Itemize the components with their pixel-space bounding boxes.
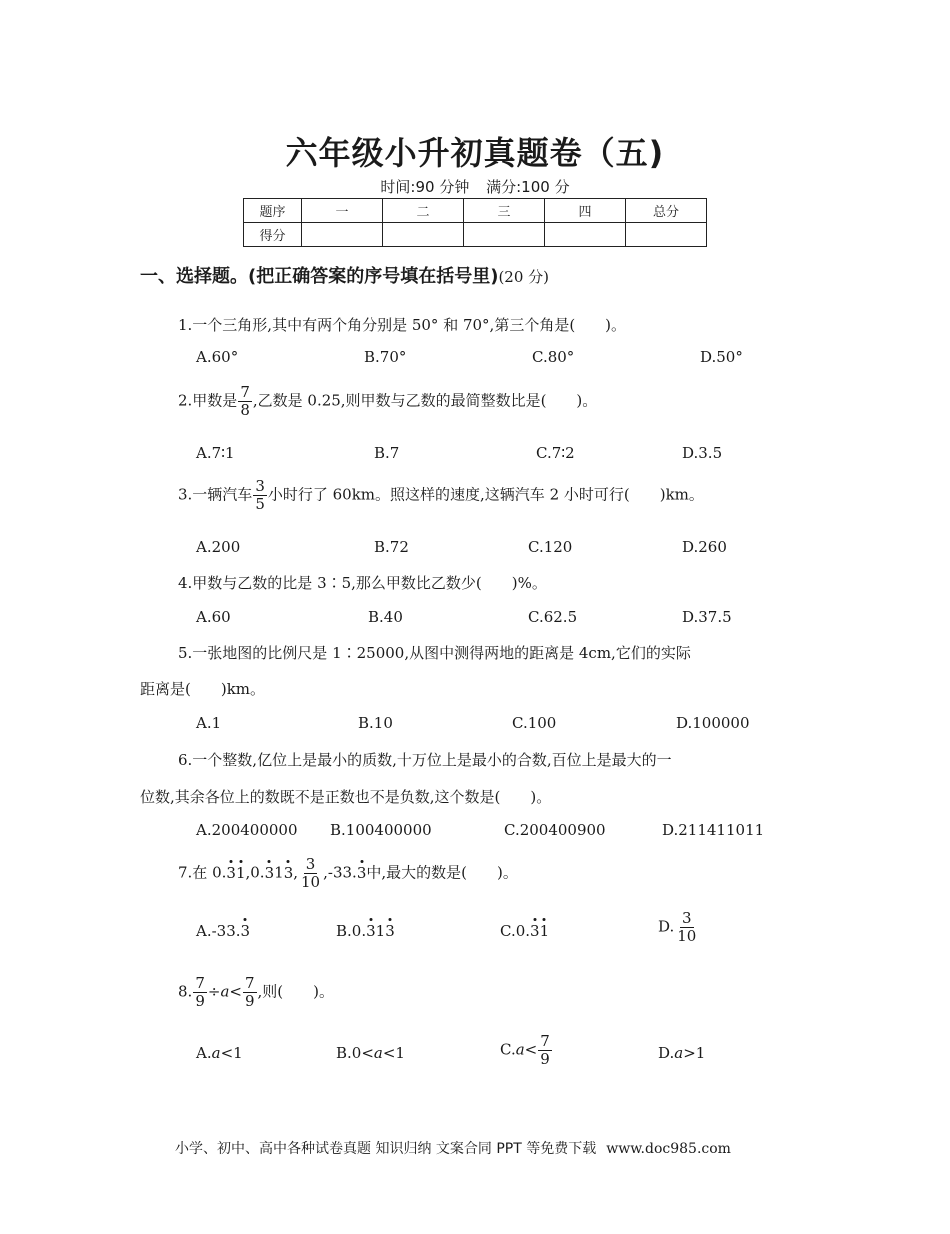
- option: A.1: [196, 714, 222, 732]
- score-input-cell: [383, 223, 464, 247]
- question-6-cont: 位数,其余各位上的数既不是正数也不是负数,这个数是( )。: [140, 788, 552, 806]
- option: C.100: [512, 714, 557, 732]
- option-text: D.: [658, 1044, 675, 1062]
- numerator: 7: [244, 974, 255, 992]
- digit: 1: [375, 922, 386, 940]
- option: B.40: [368, 608, 403, 626]
- question-text: 2.甲数是: [178, 391, 238, 410]
- question-8: [178, 975, 334, 1010]
- variable: a: [515, 1040, 525, 1059]
- score-table-score-row: [244, 223, 707, 247]
- score-table-header-row: [244, 199, 707, 223]
- footer-link[interactable]: www.doc985.com: [606, 1141, 731, 1157]
- option: [336, 922, 395, 940]
- fraction: [253, 478, 267, 513]
- denominator: 10: [301, 873, 321, 891]
- repeating-digit: 3: [226, 863, 236, 882]
- section-points: (20 分): [498, 268, 550, 286]
- numerator: 3: [682, 909, 692, 927]
- question-text: 中,最大的数是( )。: [366, 863, 518, 882]
- denominator: 9: [244, 992, 255, 1010]
- denominator: 8: [240, 401, 250, 419]
- fraction: [243, 975, 257, 1010]
- fraction: [675, 910, 698, 945]
- option: B.7: [374, 444, 400, 462]
- operator: <: [229, 982, 242, 1001]
- option: [196, 922, 250, 940]
- option: [658, 910, 699, 945]
- option-text: <1: [382, 1044, 405, 1062]
- option: D.37.5: [682, 608, 732, 626]
- question-5: 5.一张地图的比例尺是 1∶25000,从图中测得两地的距离是 4cm,它们的实际: [178, 644, 691, 662]
- score-input-cell: [545, 223, 626, 247]
- footer-text: 小学、初中、高中各种试卷真题 知识归纳 文案合同 PPT 等免费下载: [175, 1141, 597, 1157]
- option: D.50°: [700, 348, 743, 366]
- option-text: <1: [220, 1044, 243, 1062]
- fraction: [193, 975, 207, 1010]
- denominator: 10: [677, 927, 697, 945]
- denominator: 9: [540, 1050, 550, 1068]
- question-text: 7.在 0.: [178, 863, 227, 882]
- repeating-digit: 3: [385, 922, 395, 940]
- question-text: ,则( )。: [257, 982, 334, 1001]
- score-cell: 四: [545, 199, 626, 223]
- numerator: 7: [540, 1032, 550, 1050]
- denominator: 9: [195, 992, 205, 1010]
- numerator: 3: [255, 477, 265, 495]
- option: C.80°: [532, 348, 575, 366]
- option: [196, 1044, 243, 1062]
- fraction: [538, 1033, 552, 1068]
- score-cell: 得分: [244, 223, 302, 247]
- option: B.72: [374, 538, 409, 556]
- question-text: ,-33.: [323, 863, 357, 882]
- page-footer: [175, 1138, 731, 1158]
- repeating-digit: 3: [356, 863, 367, 882]
- option: B.70°: [364, 348, 407, 366]
- exam-full-score: 满分:100 分: [486, 178, 570, 196]
- question-6: 6.一个整数,亿位上是最小的质数,十万位上是最小的合数,百位上是最大的一: [178, 751, 672, 769]
- option: A.200400000: [196, 821, 298, 839]
- option: D.100000: [676, 714, 750, 732]
- repeating-digit: 3: [264, 863, 275, 882]
- option: B.10: [358, 714, 393, 732]
- option-text: C.: [500, 1040, 516, 1059]
- repeating-digit: 3: [240, 922, 251, 940]
- option: C.62.5: [528, 608, 578, 626]
- numerator: 3: [305, 855, 316, 873]
- option: B.100400000: [330, 821, 432, 839]
- repeating-digit: 1: [539, 922, 550, 940]
- option: C.120: [528, 538, 573, 556]
- question-1: 1.一个三角形,其中有两个角分别是 50° 和 70°,第三个角是( )。: [178, 316, 627, 334]
- question-text: 小时行了 60km。照这样的速度,这辆汽车 2 小时可行( )km。: [267, 485, 704, 504]
- exam-info: [0, 176, 950, 197]
- question-text: ,: [293, 863, 299, 882]
- option: [500, 1033, 553, 1068]
- option-text: D.: [658, 917, 675, 936]
- option: A.7∶1: [196, 444, 235, 462]
- option: A.200: [196, 538, 241, 556]
- digit: 1: [274, 863, 284, 882]
- score-cell: 题序: [244, 199, 302, 223]
- variable: a: [211, 1044, 221, 1062]
- section-heading: [140, 262, 549, 288]
- score-cell: 二: [383, 199, 464, 223]
- variable: a: [674, 1044, 684, 1062]
- option-text: >1: [683, 1044, 706, 1062]
- score-cell: 一: [302, 199, 383, 223]
- repeating-digit: 3: [530, 922, 540, 940]
- operator: ÷: [207, 982, 221, 1001]
- option: A.60°: [196, 348, 239, 366]
- section-title: 一、选择题。(把正确答案的序号填在括号里): [140, 266, 499, 287]
- repeating-digit: 3: [366, 922, 376, 940]
- question-text: 3.一辆汽车: [178, 485, 253, 504]
- question-text: 8.: [178, 982, 193, 1001]
- option: C.200400900: [504, 821, 606, 839]
- option-text: B.0<: [336, 1044, 374, 1062]
- fraction: [299, 856, 322, 891]
- score-input-cell: [626, 223, 707, 247]
- repeating-digit: 3: [283, 863, 294, 882]
- score-input-cell: [302, 223, 383, 247]
- option-text: B.0.: [336, 922, 367, 940]
- option-text: C.0.: [500, 922, 531, 940]
- option: [658, 1044, 705, 1062]
- option: C.7∶2: [536, 444, 575, 462]
- variable: a: [373, 1044, 383, 1062]
- option-text: A.: [196, 1044, 212, 1062]
- repeating-digit: 1: [235, 863, 246, 882]
- option: D.3.5: [682, 444, 723, 462]
- option: [336, 1044, 405, 1062]
- question-7: [178, 856, 518, 891]
- question-4: 4.甲数与乙数的比是 3∶5,那么甲数比乙数少( )%。: [178, 574, 547, 592]
- score-table: [243, 198, 707, 247]
- question-3: [178, 478, 704, 513]
- question-text: ,0.: [245, 863, 265, 882]
- option: D.211411011: [662, 821, 765, 839]
- score-cell: 总分: [626, 199, 707, 223]
- option: [500, 922, 549, 940]
- score-cell: 三: [464, 199, 545, 223]
- question-text: ,乙数是 0.25,则甲数与乙数的最简整数比是( )。: [252, 391, 598, 410]
- option: D.260: [682, 538, 727, 556]
- operator: <: [524, 1040, 538, 1059]
- denominator: 5: [255, 495, 265, 513]
- variable: a: [220, 982, 230, 1001]
- numerator: 7: [195, 974, 205, 992]
- exam-time: 时间:90 分钟: [380, 178, 470, 196]
- question-5-cont: 距离是( )km。: [140, 680, 266, 698]
- question-2: [178, 384, 597, 419]
- option-text: A.-33.: [196, 922, 241, 940]
- score-input-cell: [464, 223, 545, 247]
- page-title: 六年级小升初真题卷（五): [285, 134, 665, 172]
- fraction: [238, 384, 252, 419]
- option: A.60: [196, 608, 231, 626]
- numerator: 7: [240, 383, 250, 401]
